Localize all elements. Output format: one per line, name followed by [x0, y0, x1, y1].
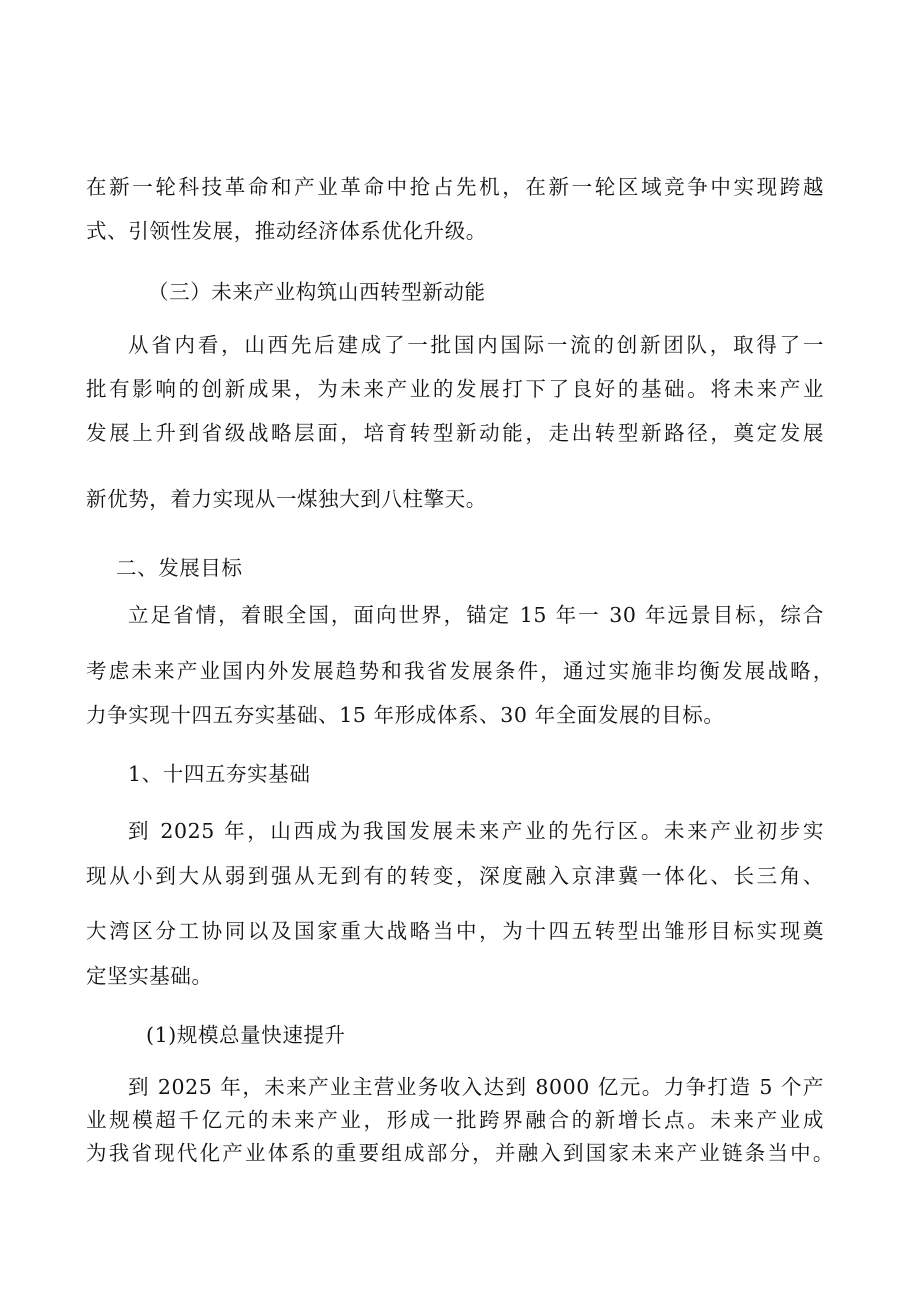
paragraph-line: 定坚实基础。	[86, 964, 213, 988]
section-heading: 1、十四五夯实基础	[128, 762, 311, 786]
paragraph-line: 从省内看，山西先后建成了一批国内国际一流的创新团队，取得了一	[128, 333, 824, 357]
paragraph-line: 式、引领性发展，推动经济体系优化升级。	[86, 219, 487, 243]
paragraph-line: 力争实现十四五夯实基础、15 年形成体系、30 年全面发展的目标。	[86, 703, 725, 727]
paragraph-line: 为我省现代化产业体系的重要组成部分，并融入到国家未来产业链条当中。	[86, 1141, 834, 1165]
paragraph-line: 发展上升到省级战略层面，培育转型新动能，走出转型新路径，奠定发展	[86, 421, 824, 445]
paragraph-line: 新优势，着力实现从一煤独大到八柱擎天。	[86, 487, 487, 511]
section-heading: （三）未来产业构筑山西转型新动能	[148, 280, 486, 304]
paragraph-line: 业规模超千亿元的未来产业，形成一批跨界融合的新增长点。未来产业成	[86, 1108, 824, 1132]
paragraph-line: 现从小到大从弱到强从无到有的转变，深度融入京津冀一体化、长三角、	[86, 864, 824, 888]
section-heading: (1)规模总量快速提升	[146, 1023, 346, 1047]
paragraph-line: 到 2025 年，山西成为我国发展未来产业的先行区。未来产业初步实	[128, 819, 824, 843]
paragraph-line: 批有影响的创新成果，为未来产业的发展打下了良好的基础。将未来产业	[86, 377, 824, 401]
paragraph-line: 考虑未来产业国内外发展趋势和我省发展条件，通过实施非均衡发展战略，	[86, 659, 834, 683]
section-heading: 二、发展目标	[116, 556, 243, 580]
paragraph-line: 在新一轮科技革命和产业革命中抢占先机，在新一轮区域竞争中实现跨越	[86, 175, 824, 199]
paragraph-line: 大湾区分工协同以及国家重大战略当中，为十四五转型出雏形目标实现奠	[86, 919, 824, 943]
paragraph-line: 立足省情，着眼全国，面向世界，锚定 15 年一 30 年远景目标，综合	[128, 603, 824, 627]
paragraph-line: 到 2025 年，未来产业主营业务收入达到 8000 亿元。力争打造 5 个产	[128, 1075, 824, 1099]
